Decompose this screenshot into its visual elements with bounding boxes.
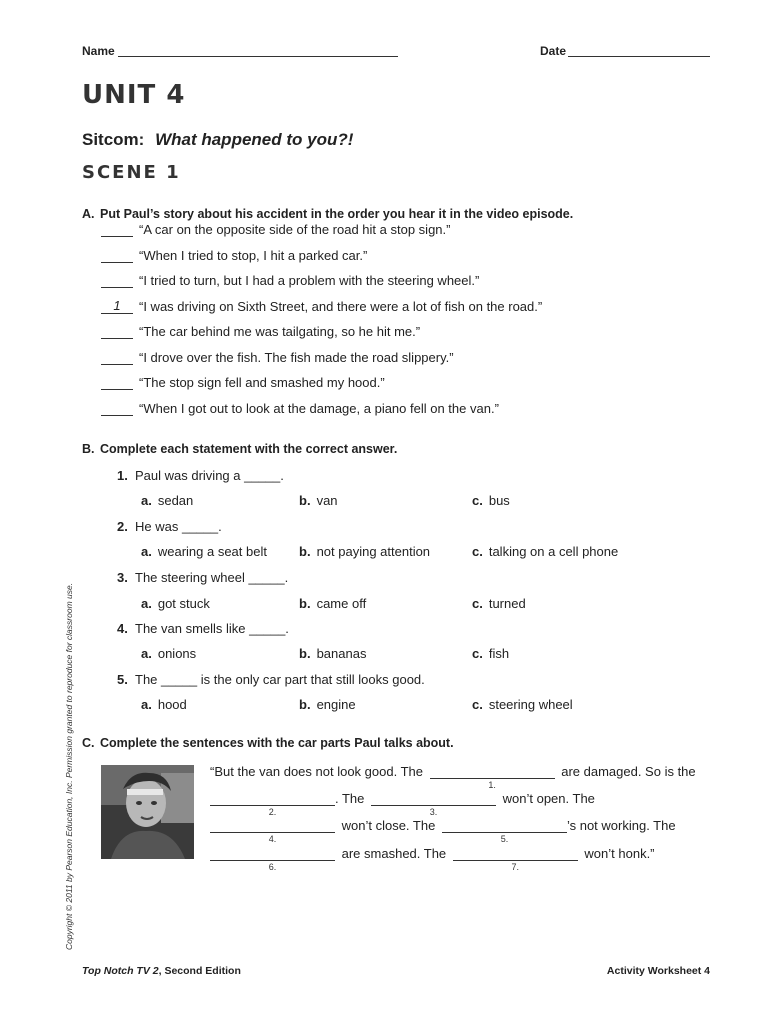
question-stem: The steering wheel _____. — [135, 569, 289, 585]
blank-3[interactable]: 3. — [371, 792, 496, 806]
question-number: 1. — [117, 468, 128, 483]
answer-blank[interactable] — [101, 222, 133, 237]
section-c-letter: C. — [82, 736, 95, 750]
cloze-line-1: “But the van does not look good. The 1. are damaged. So is the — [210, 764, 696, 790]
option-b[interactable]: b. not paying attention — [299, 543, 431, 559]
question-stem: The van smells like _____. — [135, 621, 289, 636]
answer-blank[interactable] — [101, 350, 133, 365]
option-c[interactable]: c. turned — [472, 595, 526, 611]
blank-4[interactable]: 4. — [210, 819, 335, 833]
question-stem: He was _____. — [135, 518, 222, 534]
section-c-instruction: Complete the sentences with the car parts Paul talks about. — [100, 736, 454, 750]
answer-blank[interactable] — [101, 324, 133, 339]
quote-text: “I tried to turn, but I had a problem with the steering wheel.” — [139, 273, 480, 288]
date-field[interactable] — [568, 44, 710, 57]
question — [117, 468, 284, 483]
quote-text: “The stop sign fell and smashed my hood.” — [139, 375, 385, 390]
quote-text: “When I got out to look at the damage, a piano fell on the van.” — [139, 400, 499, 416]
question-stem: Paul was driving a _____. — [135, 468, 284, 483]
section-b-instruction: Complete each statement with the correct answer. — [100, 442, 398, 456]
list-item — [101, 222, 450, 242]
paul-photo — [101, 765, 194, 859]
option-a[interactable]: a. onions — [141, 646, 197, 661]
blank-1[interactable]: 1. — [430, 765, 555, 779]
book-edition: , Second Edition — [158, 965, 241, 977]
question-stem: The _____ is the only car part that still looks good. — [135, 671, 425, 687]
blank-7[interactable]: 7. — [453, 847, 578, 861]
quote-text: “I drove over the fish. The fish made the road slippery.” — [139, 349, 454, 365]
option-b[interactable]: b. engine — [299, 696, 356, 712]
question-number: 2. — [117, 518, 128, 534]
list-item — [101, 299, 542, 319]
option-c[interactable]: c. talking on a cell phone — [472, 543, 619, 559]
footer-left — [82, 965, 241, 977]
answer-blank[interactable] — [101, 401, 133, 416]
name-field[interactable] — [118, 44, 398, 57]
question-number: 3. — [117, 569, 128, 585]
option-b[interactable]: b. bananas — [299, 646, 367, 661]
answer-blank[interactable] — [101, 273, 133, 288]
question — [117, 621, 289, 636]
option-b[interactable]: b. came off — [299, 595, 367, 611]
copyright-note: Copyright © 2011 by Pearson Education, Inc. Permission granted to reproduce for classroom use. — [64, 582, 74, 950]
section-b-letter: B. — [82, 442, 95, 456]
section-c-heading — [82, 736, 454, 750]
list-item — [101, 375, 385, 395]
option-a[interactable]: a. sedan — [141, 493, 194, 508]
name-label: Name — [82, 44, 115, 58]
date-label: Date — [540, 44, 567, 58]
section-a-instruction: Put Paul’s story about his accident in the order you hear it in the video episode. — [100, 207, 574, 221]
book-title: Top Notch TV 2 — [82, 965, 159, 977]
option-b[interactable]: b. van — [299, 493, 338, 508]
option-c[interactable]: c. fish — [472, 646, 510, 661]
question — [117, 672, 425, 687]
option-c[interactable]: c. steering wheel — [472, 696, 573, 712]
answer-blank[interactable]: 1 — [101, 299, 133, 314]
cloze-line-3: 4. won’t close. The 5. ’s not working. The — [210, 818, 676, 833]
option-a[interactable]: a. wearing a seat belt — [141, 543, 267, 559]
list-item — [101, 273, 479, 293]
list-item — [101, 350, 454, 370]
section-a-letter: A. — [82, 207, 95, 221]
quote-text: “The car behind me was tailgating, so he hit me.” — [139, 324, 421, 339]
answer-blank[interactable] — [101, 375, 133, 390]
quote-text: “I was driving on Sixth Street, and there were a lot of fish on the road.” — [139, 298, 543, 314]
unit-title: UNIT 4 — [82, 80, 186, 110]
option-a[interactable]: a. hood — [141, 696, 187, 712]
blank-5[interactable]: 5. — [442, 819, 567, 833]
section-a-heading — [82, 207, 573, 221]
sitcom-title: What happened to you?! — [155, 130, 354, 149]
blank-2[interactable]: 2. — [210, 792, 335, 806]
option-a[interactable]: a. got stuck — [141, 595, 210, 611]
list-item — [101, 401, 499, 421]
question — [117, 519, 222, 534]
section-b-heading — [82, 442, 397, 456]
option-c[interactable]: c. bus — [472, 493, 510, 508]
question-number: 5. — [117, 671, 128, 687]
cloze-line-4: 6. are smashed. The 7. won’t honk.” — [210, 846, 655, 861]
scene-title: SCENE 1 — [82, 162, 181, 183]
quote-text: “A car on the opposite side of the road hit a stop sign.” — [139, 222, 451, 237]
sitcom-label: Sitcom: — [82, 130, 145, 149]
cloze-line-2: 2. . The 3. won’t open. The — [210, 791, 595, 806]
sitcom-heading — [82, 130, 353, 150]
footer-right: Activity Worksheet 4 — [606, 965, 710, 977]
question — [117, 570, 288, 585]
list-item — [101, 324, 420, 344]
answer-blank[interactable] — [101, 248, 133, 263]
question-number: 4. — [117, 621, 128, 636]
quote-text: “When I tried to stop, I hit a parked car.” — [139, 247, 368, 263]
blank-6[interactable]: 6. — [210, 847, 335, 861]
list-item — [101, 248, 367, 268]
